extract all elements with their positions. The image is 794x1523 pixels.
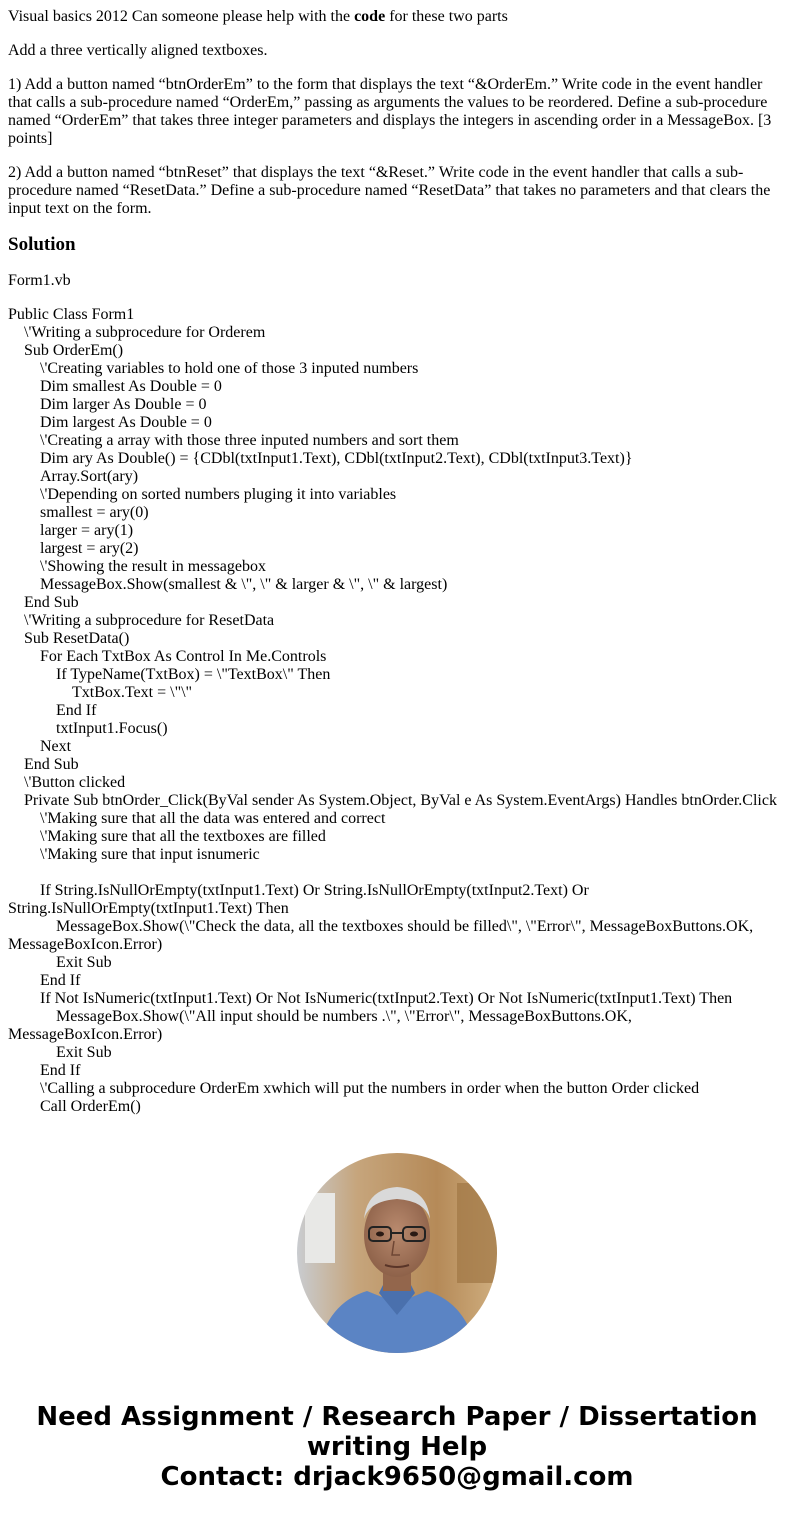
code-line: MessageBox.Show(smallest & \", \" & larger & \", \" & largest)	[40, 576, 448, 593]
code-line: Dim larger As Double = 0	[40, 396, 207, 413]
code-line: Private Sub btnOrder_Click(ByVal sender As System.Object, ByVal e As System.EventArgs) Handles btnOrder.Click	[24, 792, 777, 809]
author-photo-icon	[297, 1153, 497, 1353]
code-line: largest = ary(2)	[40, 540, 139, 557]
code-line: MessageBox.Show(\"Check the data, all the textboxes should be filled\", \"Error\", MessageBoxButtons.OK,	[56, 918, 754, 935]
code-line: \'Depending on sorted numbers pluging it into variables	[40, 486, 397, 503]
code-line: End Sub	[24, 594, 79, 611]
code-line: \'Making sure that input isnumeric	[40, 846, 260, 863]
code-line: For Each TxtBox As Control In Me.Controls	[40, 648, 327, 665]
code-line: \'Making sure that all the textboxes are filled	[40, 828, 326, 845]
question-intro: Add a three vertically aligned textboxes.	[8, 42, 268, 59]
solution-heading: Solution	[8, 234, 76, 255]
code-line: \'Creating variables to hold one of those 3 inputed numbers	[40, 360, 419, 377]
code-line: If TypeName(TxtBox) = \"TextBox\" Then	[56, 666, 331, 683]
code-line: Dim largest As Double = 0	[40, 414, 212, 431]
code-line: Next	[40, 738, 72, 755]
code-line: End If	[40, 972, 81, 989]
code-line: Sub OrderEm()	[24, 342, 124, 359]
code-line: \'Writing a subprocedure for ResetData	[24, 612, 275, 629]
code-line: Exit Sub	[56, 1044, 112, 1061]
code-line: End If	[56, 702, 97, 719]
code-line: \'Showing the result in messagebox	[40, 558, 266, 575]
code-line	[8, 864, 786, 882]
question-title-text: Visual basics 2012 Can someone please help with the	[8, 8, 355, 25]
author-photo-image	[297, 1153, 497, 1353]
code-line: If Not IsNumeric(txtInput1.Text) Or Not IsNumeric(txtInput2.Text) Or Not IsNumeric(txtInput1.Text) Then	[40, 990, 733, 1007]
code-line: txtInput1.Focus()	[56, 720, 168, 737]
code-line: \'Making sure that all the data was entered and correct	[40, 810, 386, 827]
code-line: Public Class Form1	[8, 306, 135, 323]
code-line: Sub ResetData()	[24, 630, 130, 647]
code-line: MessageBoxIcon.Error)	[8, 1026, 163, 1043]
solution-filename: Form1.vb	[8, 272, 71, 289]
code-line: \'Calling a subprocedure OrderEm xwhich will put the numbers in order when the button Order clicked	[40, 1080, 700, 1097]
code-block	[8, 306, 786, 1116]
code-line: larger = ary(1)	[40, 522, 134, 539]
question-part-2: 2) Add a button named “btnReset” that displays the text “&Reset.” Write code in the event handler that calls a sub-procedure named “ResetData.” Define a sub-procedure named “ResetData” that takes no parameters and that clears the input text on the form.	[8, 164, 771, 217]
code-line: TxtBox.Text = \"\"	[72, 684, 193, 701]
question-part-1: 1) Add a button named “btnOrderEm” to the form that displays the text “&OrderEm.” Write code in the event handler that calls a sub-procedure named “OrderEm,” passing as arguments the values to be reordered. Define a sub-procedure named “OrderEm” that takes three integer parameters and displays the integers in ascending order in a MessageBox. [3 points]	[8, 76, 772, 147]
code-line: MessageBoxIcon.Error)	[8, 936, 163, 953]
code-line: Exit Sub	[56, 954, 112, 971]
code-line: String.IsNullOrEmpty(txtInput1.Text) Then	[8, 900, 289, 917]
code-line: smallest = ary(0)	[40, 504, 149, 521]
promo-contact: Contact: drjack9650@gmail.com	[160, 1462, 634, 1492]
code-line: If String.IsNullOrEmpty(txtInput1.Text) Or String.IsNullOrEmpty(txtInput2.Text) Or	[40, 882, 589, 899]
question-title	[8, 8, 786, 26]
promo-line-1: Need Assignment / Research Paper / Dissertation	[36, 1402, 758, 1432]
code-line: Call OrderEm()	[40, 1098, 141, 1115]
promo-line-2: writing Help	[306, 1432, 488, 1462]
code-line: MessageBox.Show(\"All input should be numbers .\", \"Error\", MessageBoxButtons.OK,	[56, 1008, 632, 1025]
code-line: End Sub	[24, 756, 79, 773]
code-line: Array.Sort(ary)	[40, 468, 139, 485]
code-line: Dim smallest As Double = 0	[40, 378, 222, 395]
code-line: \'Writing a subprocedure for Orderem	[24, 324, 266, 341]
question-title-end: for these two parts	[385, 8, 508, 25]
code-line: \'Button clicked	[24, 774, 126, 791]
code-line: End If	[40, 1062, 81, 1079]
code-line: \'Creating a array with those three inputed numbers and sort them	[40, 432, 459, 449]
promo-banner	[0, 1402, 794, 1492]
code-line: Dim ary As Double() = {CDbl(txtInput1.Text), CDbl(txtInput2.Text), CDbl(txtInput3.Text)}	[40, 450, 633, 467]
question-title-bold: code	[354, 8, 386, 25]
